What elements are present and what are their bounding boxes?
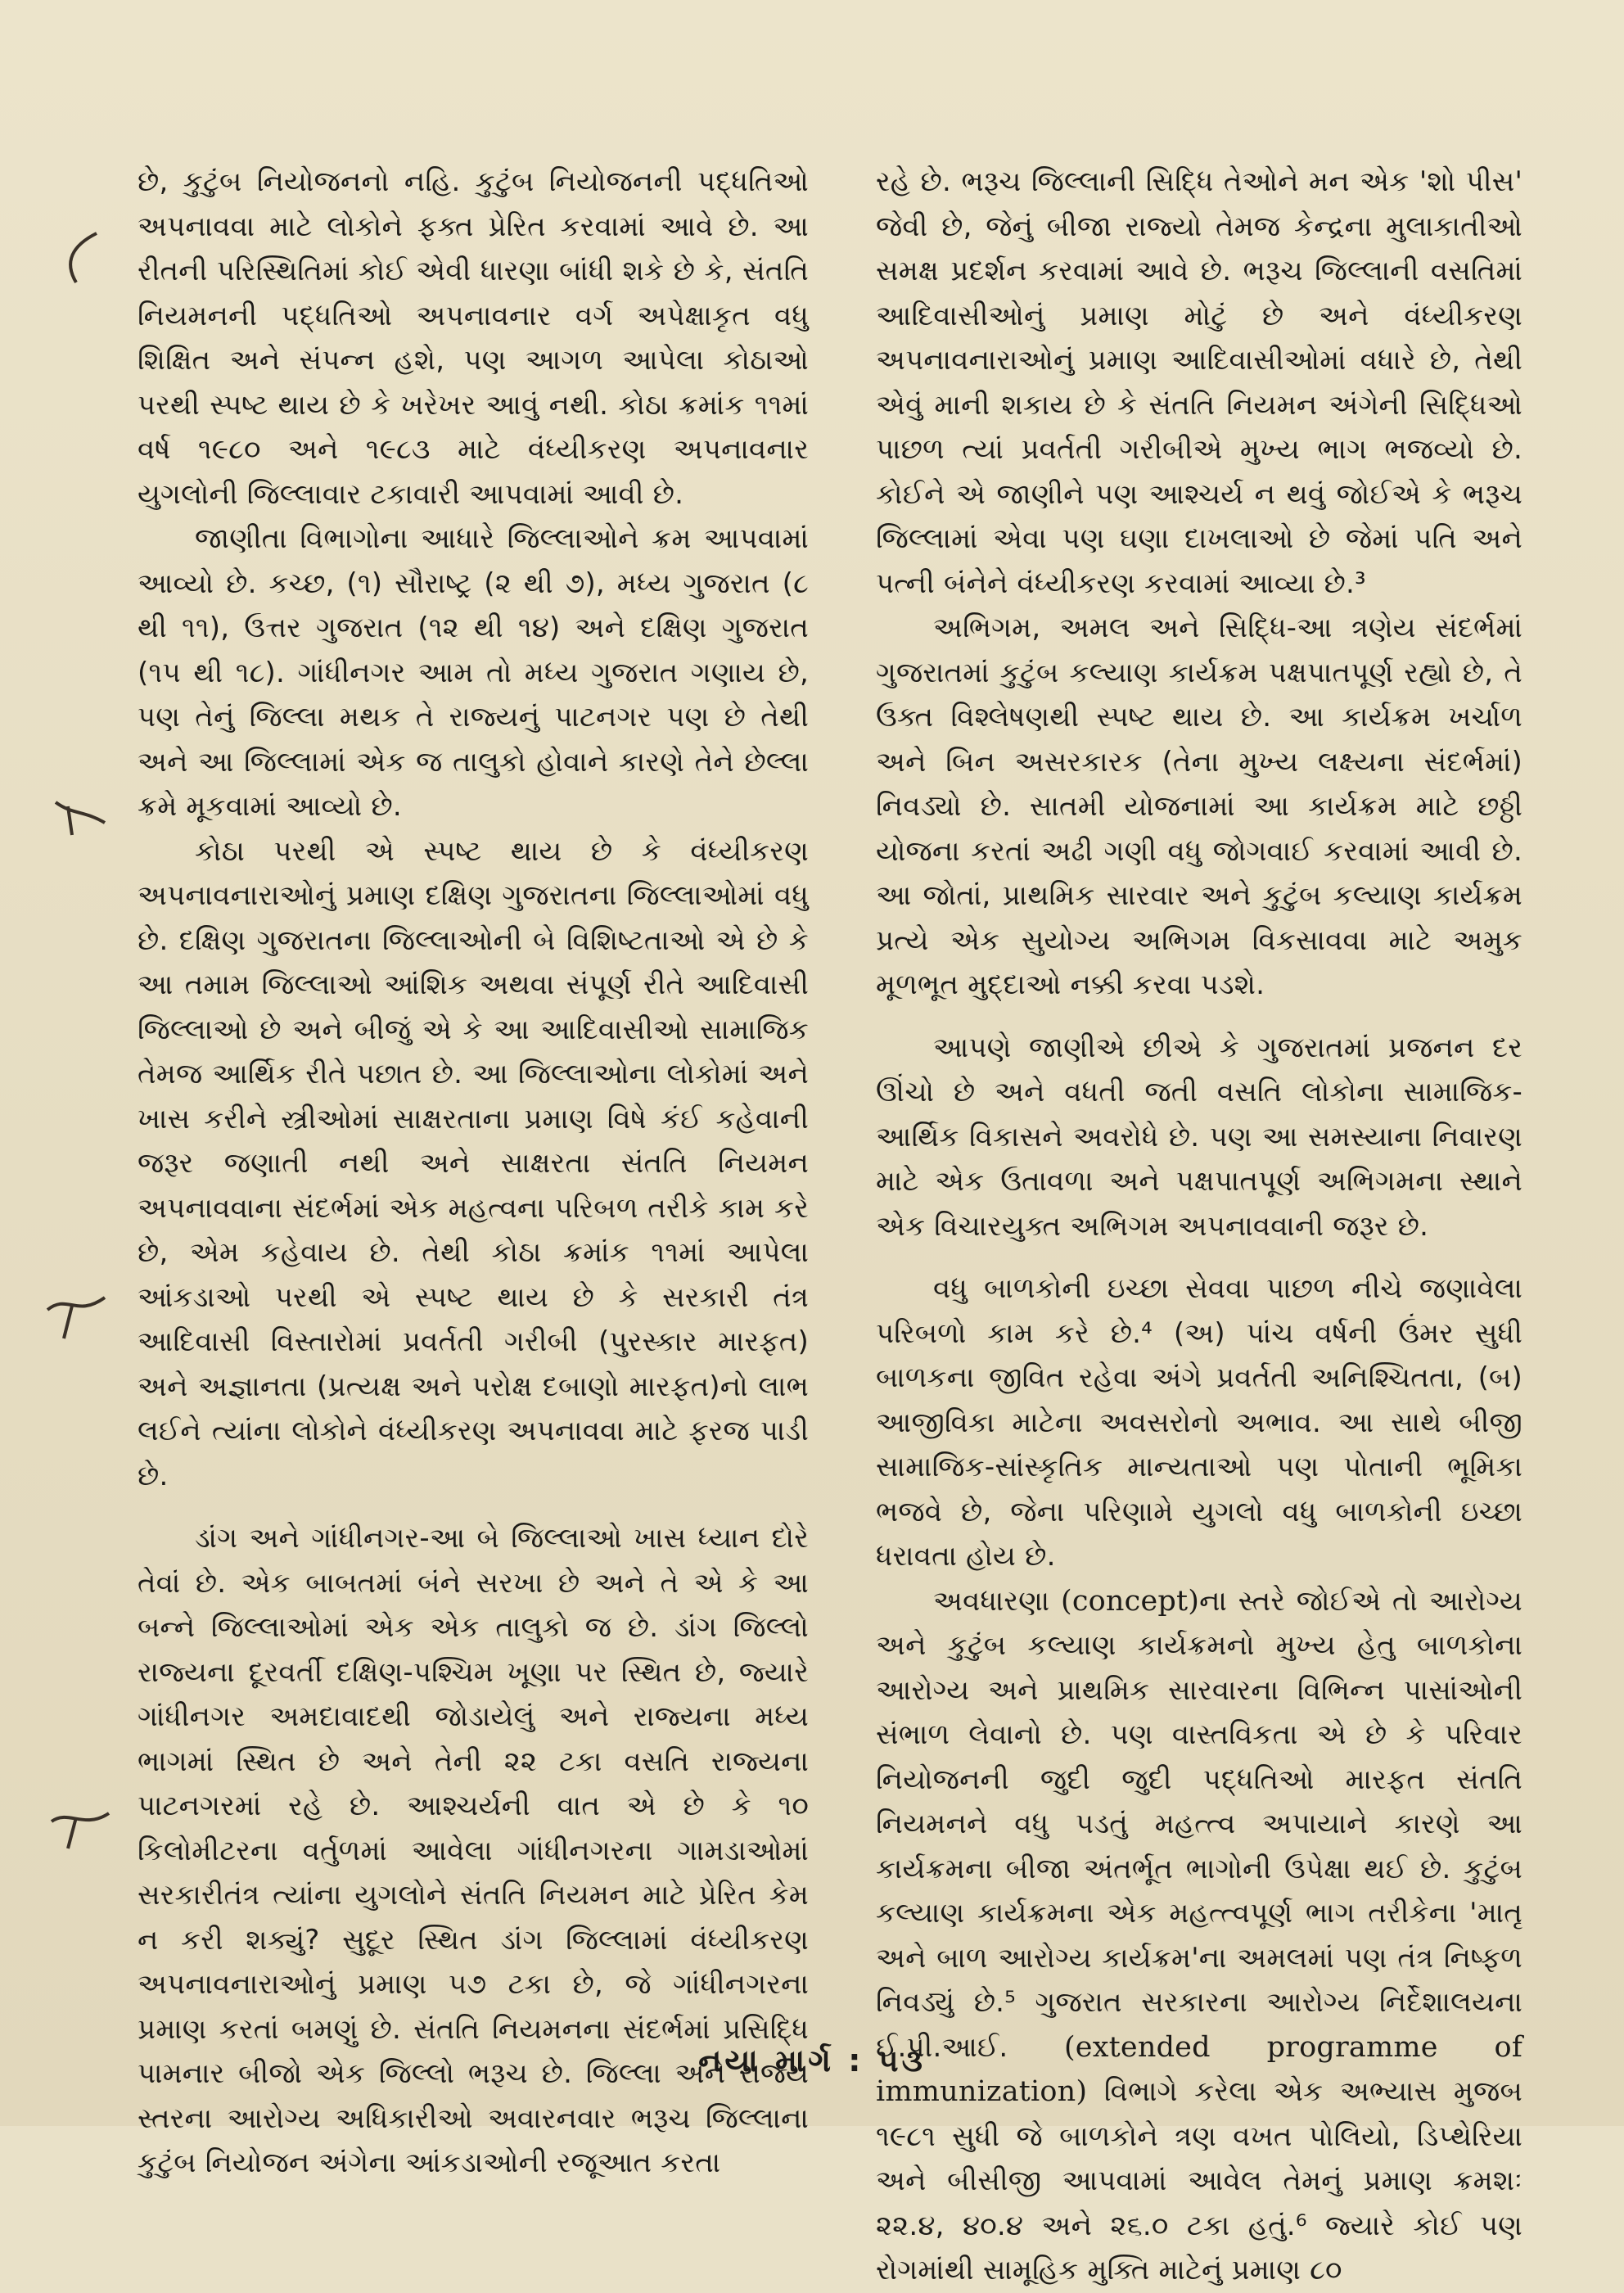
- left-column: [138, 160, 809, 2186]
- page-tear-mark: [39, 786, 113, 843]
- paragraph: વધુ બાળકોની ઇચ્છા સેવવા પાછળ નીચે જણાવેલા પરિબળો કામ કરે છે.⁴ (અ) પાંચ વર્ષની ઉંમર સુધી બાળકના જીવિત રહેવા અંગે પ્રવર્તતી અનિશ્ચિતતા, (બ) આજીવિકા માટેના અવસરોનો અભાવ. આ સાથે બીજી સામાજિક-સાંસ્કૃતિક માન્યતાઓ પણ પોતાની ભૂમિકા ભજવે છે, જેના પરિણામે યુગલો વધુ બાળકોની ઇચ્છા ધરાવતા હોય છે.: [876, 1272, 1522, 1573]
- paragraph: છે, કુટુંબ નિયોજનનો નહિ. કુટુંબ નિયોજનની પદ્ધતિઓ અપનાવવા માટે લોકોને ફક્ત પ્રેરિત કરવામાં આવે છે. આ રીતની પરિસ્થિતિમાં કોઈ એવી ધારણા બાંધી શકે છે કે, સંતતિ નિયમનની પદ્ધતિઓ અપનાવનાર વર્ગ અપેક્ષાકૃત વધુ શિક્ષિત અને સંપન્ન હશે, પણ આગળ આપેલા કોઠાઓ પરથી સ્પષ્ટ થાય છે કે ખરેખર આવું નથી. કોઠા ક્રમાંક ૧૧માં વર્ષ ૧૯૮૦ અને ૧૯૮૩ માટે વંધ્યીકરણ અપનાવનાર યુગલોની જિલ્લાવાર ટકાવારી આપવામાં આવી છે.: [138, 165, 809, 511]
- paragraph-text: અવધારણા: [933, 1584, 1061, 1618]
- paragraph-text: વિભાગે કરેલા એક અભ્યાસ મુજબ ૧૯૮૧ સુધી જે બાળકોને ત્રણ વખત પોલિયો, ડિપ્થેરિયા અને બીસીજી આપવામાં આવેલ તેમનું પ્રમાણ ક્રમશઃ ૨૨.૪, ૪૦.૪ અને ૨૬.૦ ટકા હતું.⁶ જ્યારે કોઈ પણ રોગમાંથી સામૂહિક મુક્તિ માટેનું પ્રમાણ ૮૦: [876, 2075, 1522, 2286]
- paragraph: આપણે જાણીએ છીએ કે ગુજરાતમાં પ્રજનન દર ઊંચો છે અને વધતી જતી વસતિ લોકોના સામાજિક-આર્થિક વિકાસને અવરોધે છે. પણ આ સમસ્યાના નિવારણ માટે એક ઉતાવળા અને પક્ષપાતપૂર્ણ અભિગમના સ્થાને એક વિચારયુક્ત અભિગમ અપનાવવાની જરૂર છે.: [876, 1031, 1522, 1243]
- right-column: [876, 160, 1522, 2293]
- english-term: (extended programme of immunization): [876, 2030, 1522, 2108]
- page-footer: નયા માર્ગ : ૫૩: [698, 2042, 926, 2079]
- page-tear-mark: [39, 1285, 113, 1343]
- paragraph-text: ના સ્તરે જોઈએ તો આરોગ્ય અને કુટુંબ કલ્યાણ કાર્યક્રમનો મુખ્ય હેતુ બાળકોના આરોગ્ય અને પ્રાથમિક સારવારના વિભિન્ન પાસાંઓની સંભાળ લેવાનો છે. પણ વાસ્તવિકતા એ છે કે પરિવાર નિયોજનની જુદી જુદી પદ્ધતિઓ મારફત સંતતિ નિયમનને વધુ પડતું મહત્ત્વ અપાયાને કારણે આ કાર્યક્રમના બીજા અંતર્ભૂત ભાગોની ઉપેક્ષા થઈ છે. કુટુંબ કલ્યાણ કાર્યક્રમના એક મહત્ત્વપૂર્ણ ભાગ તરીકેના 'માતૃ અને બાળ આરોગ્ય કાર્યક્રમ'ના અમલમાં પણ તંત્ર નિષ્ફળ નિવડ્યું છે.⁵ ગુજરાત સરકારના આરોગ્ય નિર્દેશાલયના ઈ.પી.આઈ.: [876, 1584, 1522, 2064]
- paragraph: જાણીતા વિભાગોના આધારે જિલ્લાઓને ક્રમ આપવામાં આવ્યો છે. કચ્છ, (૧) સૌરાષ્ટ્ર (૨ થી ૭), મધ્ય ગુજરાત (૮ થી ૧૧), ઉત્તર ગુજરાત (૧૨ થી ૧૪) અને દક્ષિણ ગુજરાત (૧૫ થી ૧૮). ગાંધીનગર આમ તો મધ્ય ગુજરાત ગણાય છે, પણ તેનું જિલ્લા મથક તે રાજ્યનું પાટનગર પણ છે તેથી અને આ જિલ્લામાં એક જ તાલુકો હોવાને કારણે તેને છેલ્લા ક્રમે મૂકવામાં આવ્યો છે.: [138, 522, 809, 823]
- paragraph: અભિગમ, અમલ અને સિદ્ધિ-આ ત્રણેય સંદર્ભમાં ગુજરાતમાં કુટુંબ કલ્યાણ કાર્યક્રમ પક્ષપાતપૂર્ણ રહ્યો છે, તે ઉક્ત વિશ્લેષણથી સ્પષ્ટ થાય છે. આ કાર્યક્રમ ખર્ચાળ અને બિન અસરકારક (તેના મુખ્ય લક્ષ્યના સંદર્ભમાં) નિવડ્યો છે. સાતમી યોજનામાં આ કાર્યક્રમ માટે છઠ્ઠી યોજના કરતાં અઢી ગણી વધુ જોગવાઈ કરવામાં આવી છે. આ જોતાં, પ્રાથમિક સારવાર અને કુટુંબ કલ્યાણ કાર્યક્રમ પ્રત્યે એક સુયોગ્ય અભિગમ વિકસાવવા માટે અમુક મૂળભૂત મુદ્દાઓ નક્કી કરવા પડશે.: [876, 612, 1522, 1001]
- page-tear-mark: [39, 229, 113, 287]
- paragraph: રહે છે. ભરૂચ જિલ્લાની સિદ્ધિ તેઓને મન એક 'શો પીસ' જેવી છે, જેનું બીજા રાજ્યો તેમજ કેન્દ્રના મુલાકાતીઓ સમક્ષ પ્રદર્શન કરવામાં આવે છે. ભરૂચ જિલ્લાની વસતિમાં આદિવાસીઓનું પ્રમાણ મોટું છે અને વંધ્યીકરણ અપનાવનારાઓનું પ્રમાણ આદિવાસીઓમાં વધારે છે, તેથી એવું માની શકાય છે કે સંતતિ નિયમન અંગેની સિદ્ધિઓ પાછળ ત્યાં પ્રવર્તતી ગરીબીએ મુખ્ય ભાગ ભજવ્યો છે. કોઈને એ જાણીને પણ આશ્ચર્ય ન થવું જોઈએ કે ભરૂચ જિલ્લામાં એવા પણ ઘણા દાખલાઓ છે જેમાં પતિ અને પત્ની બંનેને વંધ્યીકરણ કરવામાં આવ્યા છે.³: [876, 165, 1522, 600]
- english-term: (concept): [1060, 1584, 1200, 1618]
- page-tear-mark: [39, 1793, 113, 1850]
- paragraph: [876, 1579, 1522, 2293]
- paragraph: ડાંગ અને ગાંધીનગર-આ બે જિલ્લાઓ ખાસ ધ્યાન દોરે તેવાં છે. એક બાબતમાં બંને સરખા છે અને તે એ કે આ બન્ને જિલ્લાઓમાં એક એક તાલુકો જ છે. ડાંગ જિલ્લો રાજ્યના દૂરવર્તી દક્ષિણ-પશ્ચિમ ખૂણા પર સ્થિત છે, જ્યારે ગાંધીનગર અમદાવાદથી જોડાયેલું અને રાજ્યના મધ્ય ભાગમાં સ્થિત છે અને તેની ૨૨ ટકા વસતિ રાજ્યના પાટનગરમાં રહે છે. આશ્ચર્યની વાત એ છે કે ૧૦ કિલોમીટરના વર્તુળમાં આવેલા ગાંધીનગરના ગામડાઓમાં સરકારીતંત્ર ત્યાંના યુગલોને સંતતિ નિયમન માટે પ્રેરિત કેમ ન કરી શક્યું? સુદૂર સ્થિત ડાંગ જિલ્લામાં વંધ્યીકરણ અપનાવનારાઓનું પ્રમાણ ૫૭ ટકા છે, જે ગાંધીનગરના પ્રમાણ કરતાં બમણું છે. સંતતિ નિયમનના સંદર્ભમાં પ્રસિદ્ધિ પામનાર બીજો એક જિલ્લો ભરૂચ છે. જિલ્લા અને રાજ્ય સ્તરના આરોગ્ય અધિકારીઓ અવારનવાર ભરૂચ જિલ્લાના કુટુંબ નિયોજન અંગેના આંકડાઓની રજૂઆત કરતા: [138, 1522, 809, 2179]
- paragraph: કોઠા પરથી એ સ્પષ્ટ થાય છે કે વંધ્યીકરણ અપનાવનારાઓનું પ્રમાણ દક્ષિણ ગુજરાતના જિલ્લાઓમાં વધુ છે. દક્ષિણ ગુજરાતના જિલ્લાઓની બે વિશિષ્ટતાઓ એ છે કે આ તમામ જિલ્લાઓ આંશિક અથવા સંપૂર્ણ રીતે આદિવાસી જિલ્લાઓ છે અને બીજું એ કે આ આદિવાસીઓ સામાજિક તેમજ આર્થિક રીતે પછાત છે. આ જિલ્લાઓના લોકોમાં અને ખાસ કરીને સ્ત્રીઓમાં સાક્ષરતાના પ્રમાણ વિષે કંઈ કહેવાની જરૂર જણાતી નથી અને સાક્ષરતા સંતતિ નિયમન અપનાવવાના સંદર્ભમાં એક મહત્વના પરિબળ તરીકે કામ કરે છે, એમ કહેવાય છે. તેથી કોઠા ક્રમાંક ૧૧માં આપેલા આંકડાઓ પરથી એ સ્પષ્ટ થાય છે કે સરકારી તંત્ર આદિવાસી વિસ્તારોમાં પ્રવર્તતી ગરીબી (પુરસ્કાર મારફત) અને અજ્ઞાનતા (પ્રત્યક્ષ અને પરોક્ષ દબાણો મારફત)નો લાભ લઈને ત્યાંના લોકોને વંધ્યીકરણ અપનાવવા માટે ફરજ પાડી છે.: [138, 834, 809, 1492]
